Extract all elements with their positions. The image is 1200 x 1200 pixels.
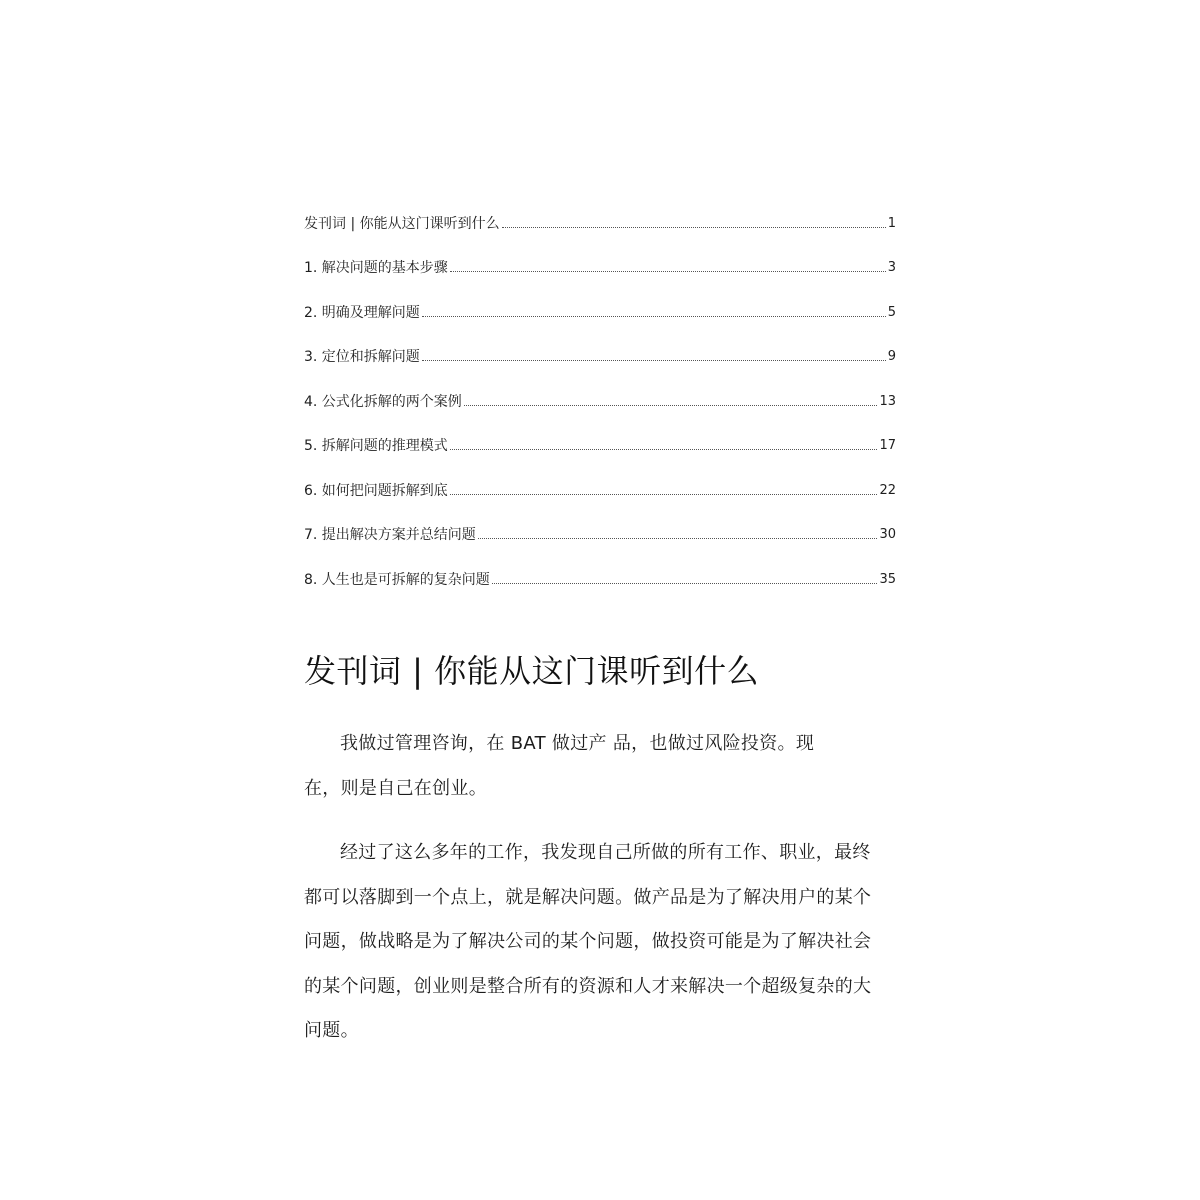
toc-entry[interactable] xyxy=(304,245,896,290)
toc-entry-label: 7. 提出解决方案并总结问题 xyxy=(304,527,476,543)
toc-entry-label: 6. 如何把问题拆解到底 xyxy=(304,482,448,499)
toc-entry[interactable] xyxy=(304,200,896,245)
toc-dot-leader xyxy=(422,359,886,361)
toc-dot-leader xyxy=(478,537,878,539)
toc-entry-label: 5. 拆解问题的推理模式 xyxy=(304,438,448,454)
toc-entry[interactable] xyxy=(304,378,896,423)
toc-page-number: 3 xyxy=(887,260,896,275)
toc-entry[interactable] xyxy=(304,334,896,379)
toc-dot-leader xyxy=(450,448,878,450)
toc-page-number: 22 xyxy=(879,482,896,498)
toc-dot-leader xyxy=(450,270,886,272)
toc-entry[interactable] xyxy=(304,467,896,512)
table-of-contents xyxy=(304,200,896,601)
toc-entry-label: 4. 公式化拆解的两个案例 xyxy=(304,393,462,410)
toc-entry-label: 3. 定位和拆解问题 xyxy=(304,349,420,365)
toc-dot-leader xyxy=(422,315,886,317)
section-heading: 发刊词 | 你能从这门课听到什么 xyxy=(304,652,760,690)
toc-dot-leader xyxy=(502,226,886,228)
toc-dot-leader xyxy=(450,493,878,495)
toc-page-number: 13 xyxy=(879,393,896,409)
toc-page-number: 35 xyxy=(879,571,896,587)
toc-dot-leader xyxy=(492,582,878,584)
toc-entry[interactable] xyxy=(304,423,896,468)
toc-entry-label: 发刊词 | 你能从这门课听到什么 xyxy=(304,215,500,232)
toc-page-number: 5 xyxy=(887,304,896,320)
body-paragraph: 经过了这么多年的工作，我发现自己所做的所有工作、职业，最终都可以落脚到一个点上，就是解决问题。做产品是为了解决用户的某个问题，做战略是为了解决公司的某个问题，做投资可能是为了解决社会的某个问题，创业则是整合所有的资源和人才来解决一个超级复杂的大问题。 xyxy=(304,842,872,1041)
toc-page-number: 9 xyxy=(887,349,896,364)
toc-page-number: 17 xyxy=(879,438,896,453)
body-paragraph: 我做过管理咨询，在 BAT 做过产 品，也做过风险投资。现在，则是自己在创业。 xyxy=(304,733,815,799)
toc-entry[interactable] xyxy=(304,289,896,334)
toc-entry-label: 8. 人生也是可拆解的复杂问题 xyxy=(304,571,490,588)
toc-page-number: 30 xyxy=(879,527,896,542)
toc-entry[interactable] xyxy=(304,556,896,601)
toc-dot-leader xyxy=(464,404,878,406)
toc-page-number: 1 xyxy=(887,215,896,231)
toc-entry[interactable] xyxy=(304,512,896,557)
toc-entry-label: 2. 明确及理解问题 xyxy=(304,304,420,321)
toc-entry-label: 1. 解决问题的基本步骤 xyxy=(304,260,448,276)
